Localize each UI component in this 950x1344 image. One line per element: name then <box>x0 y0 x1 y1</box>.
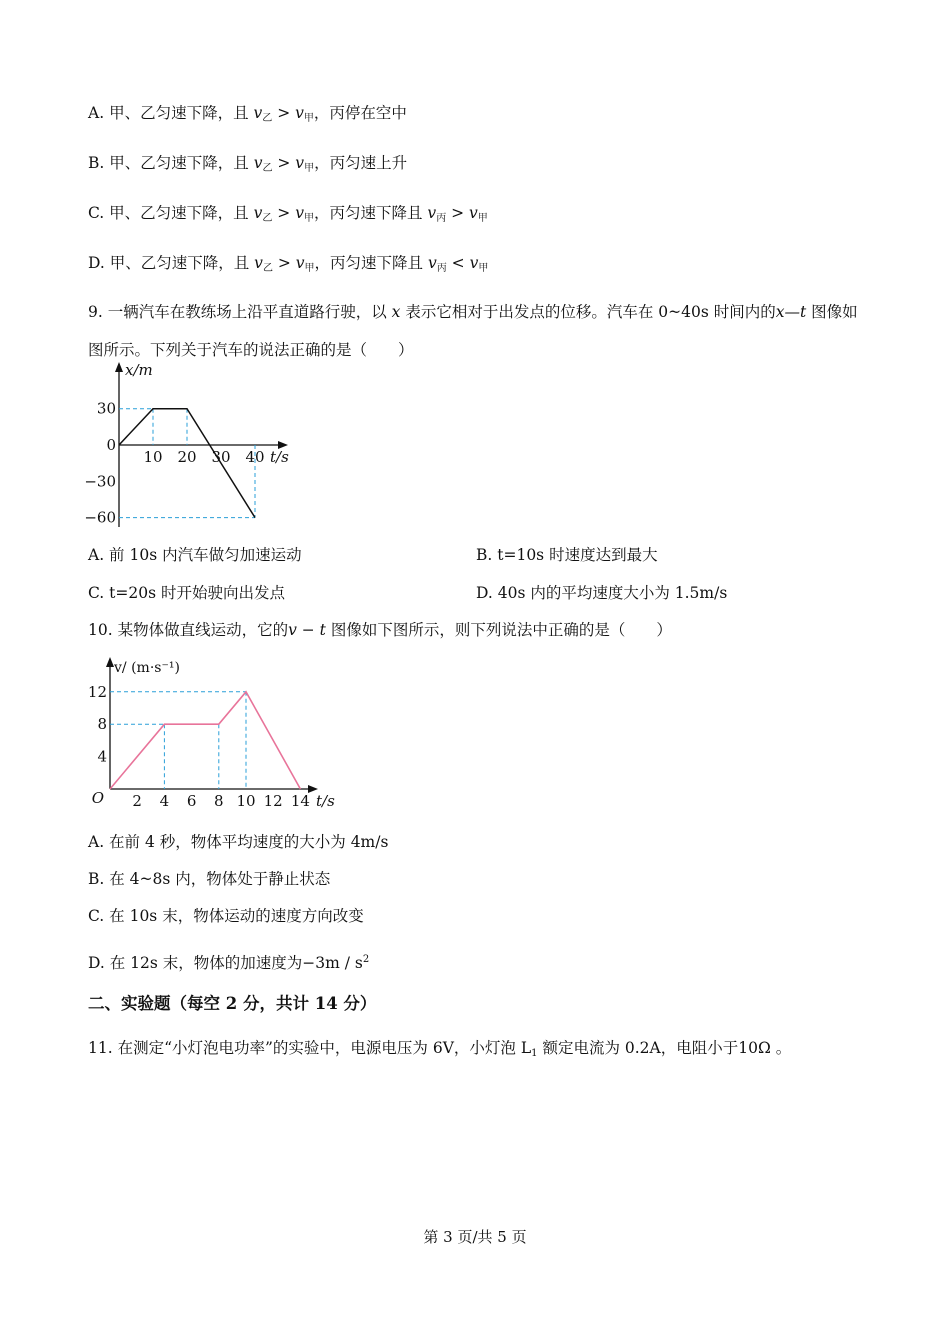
q8-option <box>88 203 488 229</box>
velocity-subscript: 甲 <box>477 213 488 224</box>
option-text: 甲、乙匀速下降，且 <box>109 204 249 222</box>
option-label: D. <box>88 254 110 272</box>
page-footer: 第 3 页/共 5 页 <box>423 1228 527 1246</box>
option-text: 甲、乙匀速下降，且 <box>109 154 249 172</box>
y-tick-label: 12 <box>87 682 107 701</box>
y-tick-label: 8 <box>97 715 107 734</box>
x-tick-label: 2 <box>132 792 142 810</box>
vt-series-line <box>110 692 300 789</box>
q9-option-d: D. 40s 内的平均速度大小为 1.5m/s <box>476 584 728 602</box>
x-tick-label: 14 <box>290 792 310 810</box>
velocity-symbol: v <box>295 254 305 272</box>
question-9-stem: 9. 一辆汽车在教练场上沿平直道路行驶，以 x 表示它相对于出发点的位移。汽车在 0~40s 时间内的x—t 图像如图所示。下列关于汽车的说法正确的是（ ） <box>88 303 858 359</box>
velocity-subscript: 甲 <box>304 163 315 174</box>
comparison-operator: > <box>272 104 296 122</box>
velocity-symbol: v <box>249 254 263 272</box>
x-tick-label: 12 <box>263 792 283 810</box>
question-10-stem: 10. 某物体做直线运动，它的v − t 图像如下图所示，则下列说法中正确的是（ ） <box>88 621 672 639</box>
option-text: ，丙匀速下降且 <box>314 254 424 272</box>
velocity-symbol: v <box>248 154 263 172</box>
y-tick-label: −60 <box>84 508 116 527</box>
velocity-symbol: v <box>248 204 263 222</box>
option-label: C. <box>88 204 110 222</box>
x-axis-label: t/s <box>270 448 289 466</box>
q9-option-c: C. t=20s 时开始驶向出发点 <box>88 584 285 602</box>
velocity-subscript: 丙 <box>436 263 447 274</box>
q9-option-a: A. 前 10s 内汽车做匀加速运动 <box>88 546 302 564</box>
y-axis-arrow <box>106 657 114 667</box>
question-11-stem: 11. 在测定“小灯泡电功率”的实验中，电源电压为 6V，小灯泡 $L_1$ 额定电流为 0.2A，电阻小于10Ω 。 <box>88 1039 792 1059</box>
comparison-operator: > <box>272 154 296 172</box>
x-tick-label: 8 <box>214 792 224 810</box>
x-tick-label: 6 <box>186 792 197 810</box>
x-tick-label: 10 <box>236 792 256 810</box>
velocity-symbol: v <box>295 104 304 122</box>
velocity-subscript: 丙 <box>436 213 447 224</box>
q10-option-b: B. 在 4~8s 内，物体处于静止状态 <box>88 870 331 888</box>
velocity-subscript: 乙 <box>262 163 273 174</box>
velocity-subscript: 甲 <box>303 113 314 124</box>
y-tick-label: 4 <box>97 747 107 766</box>
velocity-symbol: v <box>469 204 478 222</box>
y-axis-label: v/ (m·s⁻¹) <box>114 660 180 676</box>
q9-option-b: B. t=10s 时速度达到最大 <box>476 546 658 564</box>
velocity-subscript: 甲 <box>478 263 489 274</box>
origin-label: O <box>91 789 104 807</box>
velocity-symbol: v <box>295 154 305 172</box>
section-experiment-heading: 二、实验题（每空 2 分，共计 14 分） <box>88 994 377 1013</box>
velocity-symbol: v <box>469 254 479 272</box>
q10-option-a: A. 在前 4 秒，物体平均速度的大小为 4m/s <box>88 833 389 851</box>
q10-option-c: C. 在 10s 末，物体运动的速度方向改变 <box>88 907 364 925</box>
option-text: ，丙匀速下降且 <box>313 204 423 222</box>
velocity-symbol: v <box>423 254 437 272</box>
velocity-symbol: v <box>422 204 437 222</box>
option-text: ，丙停在空中 <box>313 104 407 122</box>
option-label: B. <box>88 154 110 172</box>
y-tick-label: 30 <box>96 399 116 418</box>
velocity-subscript: 甲 <box>304 263 315 274</box>
vt-graph <box>87 655 350 815</box>
q10-option-d: D. 在 12s 末，物体的加速度为$-3m / s^2$ <box>88 954 370 973</box>
xt-graph <box>84 361 300 532</box>
velocity-symbol: v <box>248 104 263 122</box>
x-tick-label: 40 <box>245 448 265 466</box>
option-text: 甲、乙匀速下降，且 <box>109 254 250 272</box>
y-axis-label: x/m <box>125 361 153 379</box>
y-tick-label: −30 <box>84 472 116 491</box>
x-tick-label: 20 <box>177 448 197 466</box>
option-label: A. <box>88 104 110 122</box>
velocity-subscript: 乙 <box>262 113 273 124</box>
x-tick-label: 10 <box>143 448 163 466</box>
velocity-subscript: 乙 <box>262 263 273 274</box>
q8-option <box>88 153 407 179</box>
velocity-subscript: 甲 <box>303 213 314 224</box>
option-text: ，丙匀速上升 <box>314 154 408 172</box>
comparison-operator: < <box>446 254 470 272</box>
comparison-operator: > <box>272 254 296 272</box>
y-axis-arrow <box>115 362 123 372</box>
q8-option <box>88 103 407 129</box>
velocity-subscript: 乙 <box>262 213 273 224</box>
comparison-operator: > <box>446 204 470 222</box>
x-tick-label: 4 <box>159 792 170 810</box>
velocity-symbol: v <box>295 204 304 222</box>
option-text: 甲、乙匀速下降，且 <box>109 104 249 122</box>
y-tick-label: 0 <box>106 436 116 454</box>
q8-option <box>88 253 488 279</box>
x-axis-label: t/s <box>316 792 335 810</box>
comparison-operator: > <box>272 204 296 222</box>
x-tick-label: 30 <box>211 448 231 466</box>
